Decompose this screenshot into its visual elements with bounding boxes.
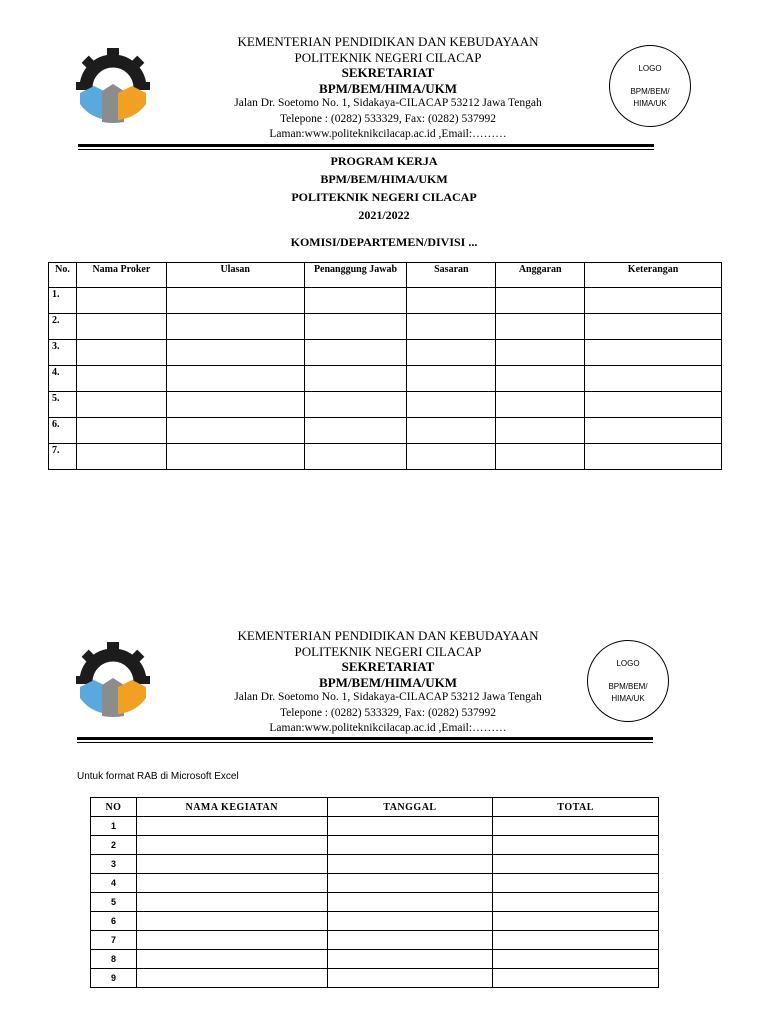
header-divider xyxy=(78,144,654,147)
logo-label: LOGO xyxy=(616,659,640,668)
table-row xyxy=(91,969,659,988)
address-line: Jalan Dr. Soetomo No. 1, Sidakaya-CILACAP 53212 Jawa Tengah xyxy=(234,691,542,703)
program-title: PROGRAM KERJA xyxy=(330,154,438,168)
table-cell xyxy=(493,874,659,893)
row-number: 2. xyxy=(49,314,77,340)
table-cell xyxy=(76,314,166,340)
column-header: TOTAL xyxy=(493,798,659,817)
table-row xyxy=(49,288,722,314)
institution-name: POLITEKNIK NEGERI CILACAP xyxy=(294,643,482,659)
table-cell xyxy=(76,340,166,366)
table-cell xyxy=(496,366,585,392)
table-row xyxy=(91,931,659,950)
logo-org-line1: BPM/BEM/ xyxy=(608,682,648,691)
letterhead xyxy=(170,34,606,143)
table-cell xyxy=(136,855,327,874)
table-cell xyxy=(496,340,585,366)
table-cell xyxy=(304,288,407,314)
column-header: Anggaran xyxy=(496,263,585,288)
institution-logo xyxy=(76,642,150,718)
logo-label: LOGO xyxy=(638,64,662,73)
header-divider xyxy=(77,737,653,740)
table-cell xyxy=(327,855,493,874)
table-cell xyxy=(166,366,304,392)
table-cell xyxy=(407,340,496,366)
table-cell xyxy=(493,969,659,988)
table-cell xyxy=(327,969,493,988)
table-cell xyxy=(493,893,659,912)
table-cell xyxy=(136,874,327,893)
table-cell xyxy=(585,418,722,444)
table-row xyxy=(91,855,659,874)
table-cell xyxy=(327,874,493,893)
table-cell xyxy=(585,314,722,340)
table-cell xyxy=(585,366,722,392)
program-org: BPM/BEM/HIMA/UKM xyxy=(320,172,448,186)
table-cell xyxy=(166,314,304,340)
institution-logo xyxy=(76,48,150,124)
table-cell xyxy=(585,288,722,314)
header-divider-thin xyxy=(77,742,653,743)
website-line: Laman:www.politeknikcilacap.ac.id ,Email:……… xyxy=(269,722,507,734)
table-row xyxy=(91,817,659,836)
table-cell xyxy=(493,817,659,836)
column-header: TANGGAL xyxy=(327,798,493,817)
table-cell xyxy=(407,314,496,340)
table-cell xyxy=(304,314,407,340)
column-header: Sasaran xyxy=(407,263,496,288)
table-cell xyxy=(496,288,585,314)
row-number: 2 xyxy=(91,836,137,855)
table-cell xyxy=(304,392,407,418)
org-logo-placeholder xyxy=(609,45,691,127)
row-number: 5. xyxy=(49,392,77,418)
column-header: Keterangan xyxy=(585,263,722,288)
row-number: 7 xyxy=(91,931,137,950)
table-cell xyxy=(136,817,327,836)
table-cell xyxy=(407,444,496,470)
table-row xyxy=(91,893,659,912)
logo-org-line2: HIMA/UK xyxy=(611,694,645,703)
table-cell xyxy=(76,392,166,418)
table-cell xyxy=(493,855,659,874)
table-cell xyxy=(327,931,493,950)
table-cell xyxy=(304,418,407,444)
row-number: 1. xyxy=(49,288,77,314)
table-row xyxy=(49,366,722,392)
table-cell xyxy=(76,288,166,314)
table-header-row xyxy=(91,798,659,817)
table-row xyxy=(91,912,659,931)
org-logo-placeholder xyxy=(587,640,669,722)
table-cell xyxy=(136,893,327,912)
table-cell xyxy=(407,288,496,314)
column-header: Ulasan xyxy=(166,263,304,288)
row-number: 6 xyxy=(91,912,137,931)
logo-org-text xyxy=(610,86,690,110)
table-row xyxy=(91,950,659,969)
column-header: NO xyxy=(91,798,137,817)
table-cell xyxy=(166,340,304,366)
table-row xyxy=(49,444,722,470)
table-cell xyxy=(496,392,585,418)
table-cell xyxy=(493,931,659,950)
program-period: 2021/2022 xyxy=(358,208,410,222)
table-header-row xyxy=(49,263,722,288)
table-cell xyxy=(407,366,496,392)
secretariat-label: SEKRETARIAT xyxy=(341,659,435,674)
ministry-name: KEMENTERIAN PENDIDIKAN DAN KEBUDAYAAN xyxy=(237,34,539,49)
table-cell xyxy=(304,340,407,366)
table-cell xyxy=(166,418,304,444)
address-line: Jalan Dr. Soetomo No. 1, Sidakaya-CILACAP 53212 Jawa Tengah xyxy=(234,97,542,109)
organization-label: BPM/BEM/HIMA/UKM xyxy=(319,80,457,96)
column-header: Penanggung Jawab xyxy=(304,263,407,288)
column-header: Nama Proker xyxy=(76,263,166,288)
table-cell xyxy=(304,444,407,470)
table-row xyxy=(49,418,722,444)
table-cell xyxy=(327,950,493,969)
program-table xyxy=(48,262,722,470)
table-cell xyxy=(166,392,304,418)
rab-table xyxy=(90,797,659,988)
phone-line: Telepone : (0282) 533329, Fax: (0282) 537992 xyxy=(279,112,497,125)
table-cell xyxy=(136,912,327,931)
table-cell xyxy=(166,444,304,470)
row-number: 5 xyxy=(91,893,137,912)
table-cell xyxy=(493,950,659,969)
row-number: 7. xyxy=(49,444,77,470)
table-cell xyxy=(407,418,496,444)
row-number: 8 xyxy=(91,950,137,969)
table-cell xyxy=(493,836,659,855)
division-label: KOMISI/DEPARTEMEN/DIVISI ... xyxy=(290,235,478,249)
logo-org-line1: BPM/BEM/ xyxy=(630,87,670,96)
column-header: No. xyxy=(49,263,77,288)
table-cell xyxy=(496,314,585,340)
table-row xyxy=(49,392,722,418)
program-institution: POLITEKNIK NEGERI CILACAP xyxy=(291,190,477,204)
table-cell xyxy=(327,817,493,836)
table-cell xyxy=(407,392,496,418)
ministry-name: KEMENTERIAN PENDIDIKAN DAN KEBUDAYAAN xyxy=(237,628,539,643)
table-cell xyxy=(585,444,722,470)
phone-line: Telepone : (0282) 533329, Fax: (0282) 537992 xyxy=(279,706,497,719)
table-cell xyxy=(585,340,722,366)
letterhead xyxy=(170,628,606,737)
website-line: Laman:www.politeknikcilacap.ac.id ,Email:……… xyxy=(269,128,507,140)
table-cell xyxy=(493,912,659,931)
header-divider-thin xyxy=(78,149,654,150)
table-cell xyxy=(136,931,327,950)
column-header: NAMA KEGIATAN xyxy=(136,798,327,817)
table-cell xyxy=(327,836,493,855)
table-cell xyxy=(136,950,327,969)
table-cell xyxy=(76,418,166,444)
row-number: 4. xyxy=(49,366,77,392)
row-number: 1 xyxy=(91,817,137,836)
table-row xyxy=(91,836,659,855)
table-cell xyxy=(496,418,585,444)
table-row xyxy=(49,340,722,366)
table-cell xyxy=(585,392,722,418)
rab-note: Untuk format RAB di Microsoft Excel xyxy=(77,771,239,782)
table-cell xyxy=(136,969,327,988)
logo-org-line2: HIMA/UK xyxy=(633,99,667,108)
row-number: 4 xyxy=(91,874,137,893)
table-cell xyxy=(496,444,585,470)
logo-org-text xyxy=(588,681,668,705)
table-row xyxy=(91,874,659,893)
row-number: 6. xyxy=(49,418,77,444)
table-cell xyxy=(76,444,166,470)
row-number: 3 xyxy=(91,855,137,874)
table-cell xyxy=(136,836,327,855)
table-cell xyxy=(76,366,166,392)
institution-name: POLITEKNIK NEGERI CILACAP xyxy=(294,49,482,65)
secretariat-label: SEKRETARIAT xyxy=(341,65,435,80)
row-number: 3. xyxy=(49,340,77,366)
table-cell xyxy=(166,288,304,314)
row-number: 9 xyxy=(91,969,137,988)
table-row xyxy=(49,314,722,340)
table-cell xyxy=(327,912,493,931)
organization-label: BPM/BEM/HIMA/UKM xyxy=(319,674,457,690)
table-cell xyxy=(327,893,493,912)
table-cell xyxy=(304,366,407,392)
